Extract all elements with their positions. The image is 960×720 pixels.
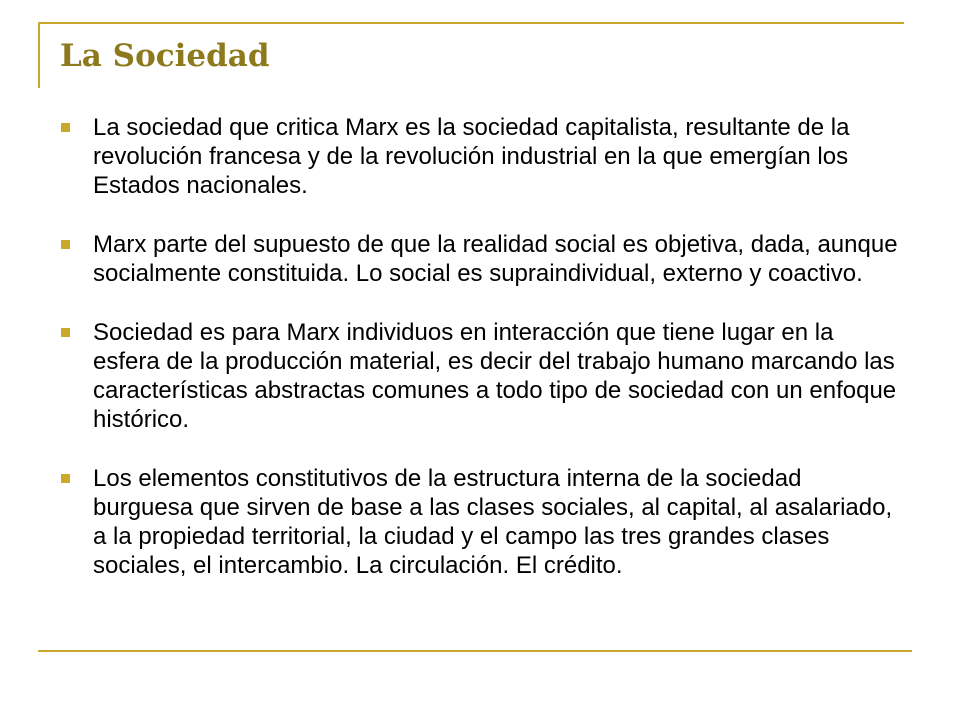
square-bullet-icon (61, 240, 70, 249)
top-rule (38, 22, 904, 24)
bullet-text: Los elementos constitutivos de la estructura interna de la sociedad burguesa que sirven de base a las clases sociales, al capital, al asalariado, a la propiedad territorial, la ciudad y el campo las tres grandes clases sociales, el intercambio. La circulación. El crédito. (93, 465, 893, 579)
left-rule (38, 22, 40, 88)
square-bullet-icon (61, 328, 70, 337)
bullet-text: La sociedad que critica Marx es la sociedad capitalista, resultante de la revolución francesa y de la revolución industrial en la que emergían los Estados nacionales. (93, 114, 850, 199)
bullet-item (60, 113, 900, 200)
bullet-item (60, 318, 900, 434)
slide-title: La Sociedad (60, 38, 270, 74)
bullet-item (60, 464, 900, 580)
bullet-list (60, 113, 900, 610)
bottom-rule (38, 650, 912, 652)
bullet-item (60, 230, 900, 288)
square-bullet-icon (61, 474, 70, 483)
square-bullet-icon (61, 123, 70, 132)
bullet-text: Marx parte del supuesto de que la realidad social es objetiva, dada, aunque socialmente constituida. Lo social es supraindividual, externo y coactivo. (93, 231, 898, 287)
bullet-text: Sociedad es para Marx individuos en interacción que tiene lugar en la esfera de la producción material, es decir del trabajo humano marcando las características abstractas comunes a todo tipo de sociedad con un enfoque histórico. (93, 319, 897, 433)
